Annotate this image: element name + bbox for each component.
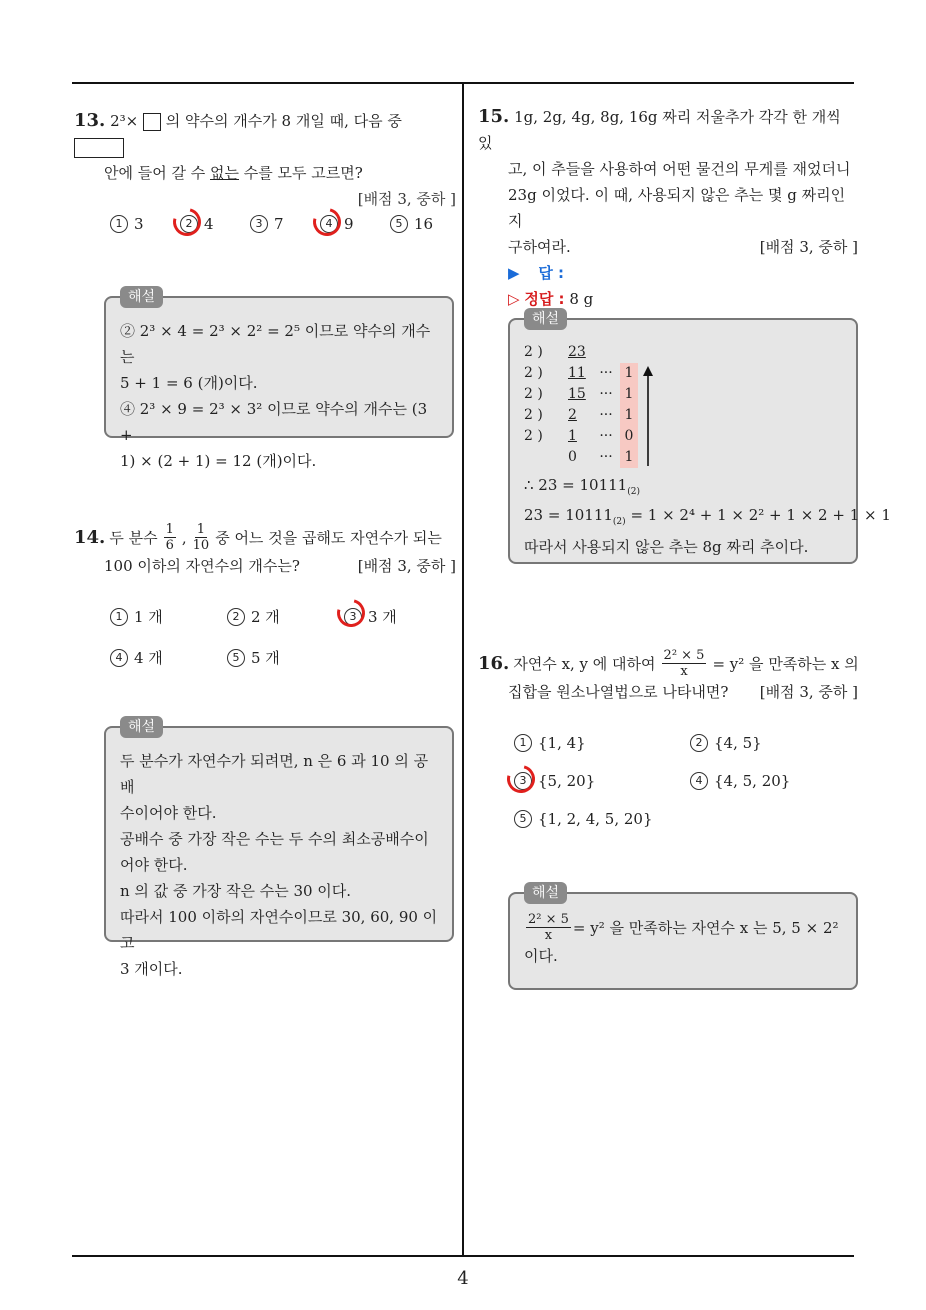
choice-number: 3 — [514, 772, 532, 790]
choice-number: 2 — [180, 215, 198, 233]
choice-number: 5 — [514, 810, 532, 828]
q14-text-b: 중 어느 것을 곱해도 자연수가 되는 — [215, 528, 442, 547]
fraction-denominator: 6 — [165, 538, 174, 553]
choice-3[interactable] — [250, 215, 320, 233]
fraction-numerator: 2² × 5 — [528, 912, 569, 927]
score-meta: [배점 3, 중하 ] — [357, 557, 456, 575]
outline-triangle-icon: ▷ — [508, 290, 520, 308]
dots: ··· — [599, 365, 613, 381]
score-meta: [배점 3, 중하 ] — [357, 190, 456, 208]
q13-text-a: 2³× — [110, 112, 139, 130]
choice-text: 9 — [344, 215, 354, 233]
choice-text: 2 개 — [251, 608, 280, 626]
choice-3[interactable] — [344, 606, 444, 627]
q15-line: 구하여라. — [508, 238, 571, 256]
fraction-denominator: 10 — [192, 538, 210, 553]
q16-choices — [514, 734, 854, 828]
base-subscript: (2) — [612, 517, 626, 527]
choice-text: 4 개 — [134, 649, 163, 667]
divisor: 2 ) — [524, 344, 543, 360]
choice-number: 1 — [514, 734, 532, 752]
divisor: 2 ) — [524, 365, 543, 381]
choice-text: {1, 4} — [538, 734, 586, 752]
choice-number: 4 — [110, 649, 128, 667]
dots: ··· — [599, 428, 613, 444]
question-number: 15. — [478, 106, 510, 127]
fraction — [662, 648, 707, 679]
remainder: 1 — [620, 447, 638, 468]
choice-text: 3 개 — [368, 608, 397, 626]
correct-answer-label: 정답 : — [524, 290, 565, 308]
solution-line: 수이어야 한다. — [120, 804, 217, 822]
fraction — [526, 912, 571, 943]
question-number: 13. — [74, 110, 106, 131]
division-row — [524, 384, 842, 405]
fraction-1-10 — [193, 522, 210, 553]
choice-4[interactable] — [320, 215, 390, 233]
choice-text: 5 개 — [251, 649, 280, 667]
solution-line: ④ 2³ × 9 = 2³ × 3² 이므로 약수의 개수는 (3 + — [120, 400, 428, 444]
question-13 — [74, 108, 456, 212]
dots: ··· — [599, 386, 613, 402]
expansion-line-a: 23 = 10111 — [524, 506, 613, 524]
q14-solution-box — [104, 719, 454, 978]
solution-line: ② 2³ × 4 = 2³ × 2² = 2⁵ 이므로 약수의 개수는 — [120, 322, 431, 366]
choice-text: 3 — [134, 215, 144, 233]
choice-text: 16 — [414, 215, 434, 233]
dots: ··· — [599, 407, 613, 423]
blank-box-wide — [74, 138, 124, 158]
choice-text: {4, 5, 20} — [714, 772, 791, 790]
q14-text-c: 100 이하의 자연수의 개수는? — [104, 557, 300, 575]
q16-text-b: = y² 을 만족하는 x 의 — [712, 654, 859, 673]
comma: , — [181, 528, 187, 547]
choice-2[interactable] — [690, 734, 840, 752]
choice-number: 5 — [390, 215, 408, 233]
dividend: 1 — [568, 428, 577, 444]
q16-solution-box — [508, 885, 858, 990]
question-number: 16. — [478, 652, 510, 674]
choice-text: 4 — [204, 215, 214, 233]
solution-tag: 해설 — [524, 308, 567, 330]
answer-circle-mark — [502, 760, 540, 798]
remainder: 1 — [620, 405, 638, 426]
solution-line: 1) × (2 + 1) = 12 (개)이다. — [120, 452, 317, 470]
solution-tag: 해설 — [120, 716, 163, 738]
q13-choices — [110, 215, 460, 233]
q15-line: 23g 이었다. 이 때, 사용되지 않은 추는 몇 g 짜리인지 — [508, 186, 846, 230]
dividend: 0 — [568, 449, 577, 465]
remainder: 1 — [620, 384, 638, 405]
choice-1[interactable] — [514, 734, 690, 752]
solution-tag: 해설 — [120, 286, 163, 308]
dividend: 11 — [568, 365, 586, 381]
fraction-numerator: 1 — [165, 522, 174, 537]
q13-underlined-word: 없는 — [210, 164, 239, 182]
question-14 — [74, 522, 456, 579]
q15-line: 고, 이 추들을 사용하여 어떤 물건의 무게를 재었더니 — [508, 160, 851, 178]
column-divider — [462, 84, 464, 1256]
q14-text-a: 두 분수 — [109, 528, 158, 547]
correct-answer-value: 8 g — [569, 290, 594, 308]
play-triangle-icon: ▶ — [508, 264, 520, 282]
solution-line: 5 + 1 = 6 (개)이다. — [120, 374, 258, 392]
solution-line: n 의 값 중 가장 작은 수는 30 이다. — [120, 882, 352, 900]
dividend: 23 — [568, 344, 586, 360]
up-arrow-icon — [642, 366, 654, 466]
solution-line: 이다. — [524, 947, 558, 965]
divisor: 2 ) — [524, 386, 543, 402]
choice-text: 7 — [274, 215, 284, 233]
q13-text-d: 수를 모두 고르면? — [239, 164, 363, 182]
choice-2[interactable] — [227, 606, 344, 627]
choice-5[interactable] — [227, 647, 344, 668]
q13-text-c: 안에 들어 갈 수 — [104, 164, 211, 182]
base-subscript: (2) — [627, 487, 640, 497]
division-row — [524, 405, 842, 426]
bottom-rule — [72, 1255, 854, 1257]
choice-number: 2 — [690, 734, 708, 752]
choice-text: 1 개 — [134, 608, 163, 626]
divisor: 2 ) — [524, 428, 543, 444]
solution-line: 두 분수가 자연수가 되려면, n 은 6 과 10 의 공배 — [120, 752, 429, 796]
choice-number: 2 — [227, 608, 245, 626]
answer-label: 답 : — [538, 264, 565, 282]
therefore-line: ∴ 23 = 10111 — [524, 476, 628, 494]
question-16 — [478, 648, 858, 705]
fraction-1-6 — [164, 522, 176, 553]
fraction-denominator: x — [544, 928, 553, 943]
solution-line: 공배수 중 가장 작은 수는 두 수의 최소공배수이 — [120, 830, 429, 848]
score-meta: [배점 3, 중하 ] — [759, 238, 858, 256]
fraction-numerator: 1 — [196, 522, 206, 537]
choice-number: 5 — [227, 649, 245, 667]
blank-box — [143, 113, 161, 131]
division-row — [524, 342, 842, 363]
choice-3[interactable] — [514, 772, 690, 790]
divisor: 2 ) — [524, 407, 543, 423]
q15-line: 1g, 2g, 4g, 8g, 16g 짜리 저울추가 각각 한 개씩 있 — [478, 108, 841, 152]
choice-5[interactable] — [390, 215, 450, 233]
choice-number: 1 — [110, 215, 128, 233]
choice-4[interactable] — [690, 772, 840, 790]
choice-text: {5, 20} — [538, 772, 596, 790]
fraction-denominator: x — [680, 664, 688, 679]
q13-solution-box — [104, 289, 454, 470]
solution-line: 3 개이다. — [120, 960, 183, 978]
q13-text-b: 의 약수의 개수가 8 개일 때, 다음 중 — [165, 112, 402, 130]
remainder: 1 — [620, 363, 638, 384]
choice-number: 4 — [690, 772, 708, 790]
choice-number: 1 — [110, 608, 128, 626]
choice-number: 4 — [320, 215, 338, 233]
dots: ··· — [599, 449, 613, 465]
choice-number: 3 — [250, 215, 268, 233]
division-row — [524, 447, 842, 468]
solution-tag: 해설 — [524, 882, 567, 904]
fraction-numerator: 2² × 5 — [663, 648, 705, 663]
question-15 — [478, 104, 858, 312]
division-row — [524, 363, 842, 384]
choice-4[interactable] — [110, 647, 227, 668]
q14-choices — [110, 606, 450, 668]
question-number: 14. — [74, 526, 106, 548]
expansion-line-b: = 1 × 2⁴ + 1 × 2² + 1 × 2 + 1 × 1 — [625, 506, 891, 524]
solution-line: 어야 한다. — [120, 856, 188, 874]
solution-line: = y² 을 만족하는 자연수 x 는 5, 5 × 2² — [572, 918, 839, 937]
choice-5[interactable] — [514, 810, 814, 828]
q15-solution-box — [508, 311, 891, 564]
division-row — [524, 426, 842, 447]
choice-1[interactable] — [110, 606, 227, 627]
solution-line: 따라서 100 이하의 자연수이므로 30, 60, 90 이고 — [120, 908, 438, 952]
dividend: 2 — [568, 407, 577, 423]
page-number: 4 — [457, 1268, 469, 1289]
remainder: 0 — [620, 426, 638, 447]
q16-text-c: 집합을 원소나열법으로 나타내면? — [508, 683, 729, 701]
division-table — [524, 342, 842, 468]
choice-text: {1, 2, 4, 5, 20} — [538, 810, 653, 828]
conclusion-line: 따라서 사용되지 않은 추는 8g 짜리 추이다. — [524, 538, 809, 556]
dividend: 15 — [568, 386, 586, 402]
choice-1[interactable] — [110, 215, 180, 233]
q16-text-a: 자연수 x, y 에 대하여 — [513, 654, 656, 673]
choice-number: 3 — [344, 608, 362, 626]
choice-text: {4, 5} — [714, 734, 762, 752]
score-meta: [배점 3, 중하 ] — [759, 683, 858, 701]
choice-2[interactable] — [180, 215, 250, 233]
